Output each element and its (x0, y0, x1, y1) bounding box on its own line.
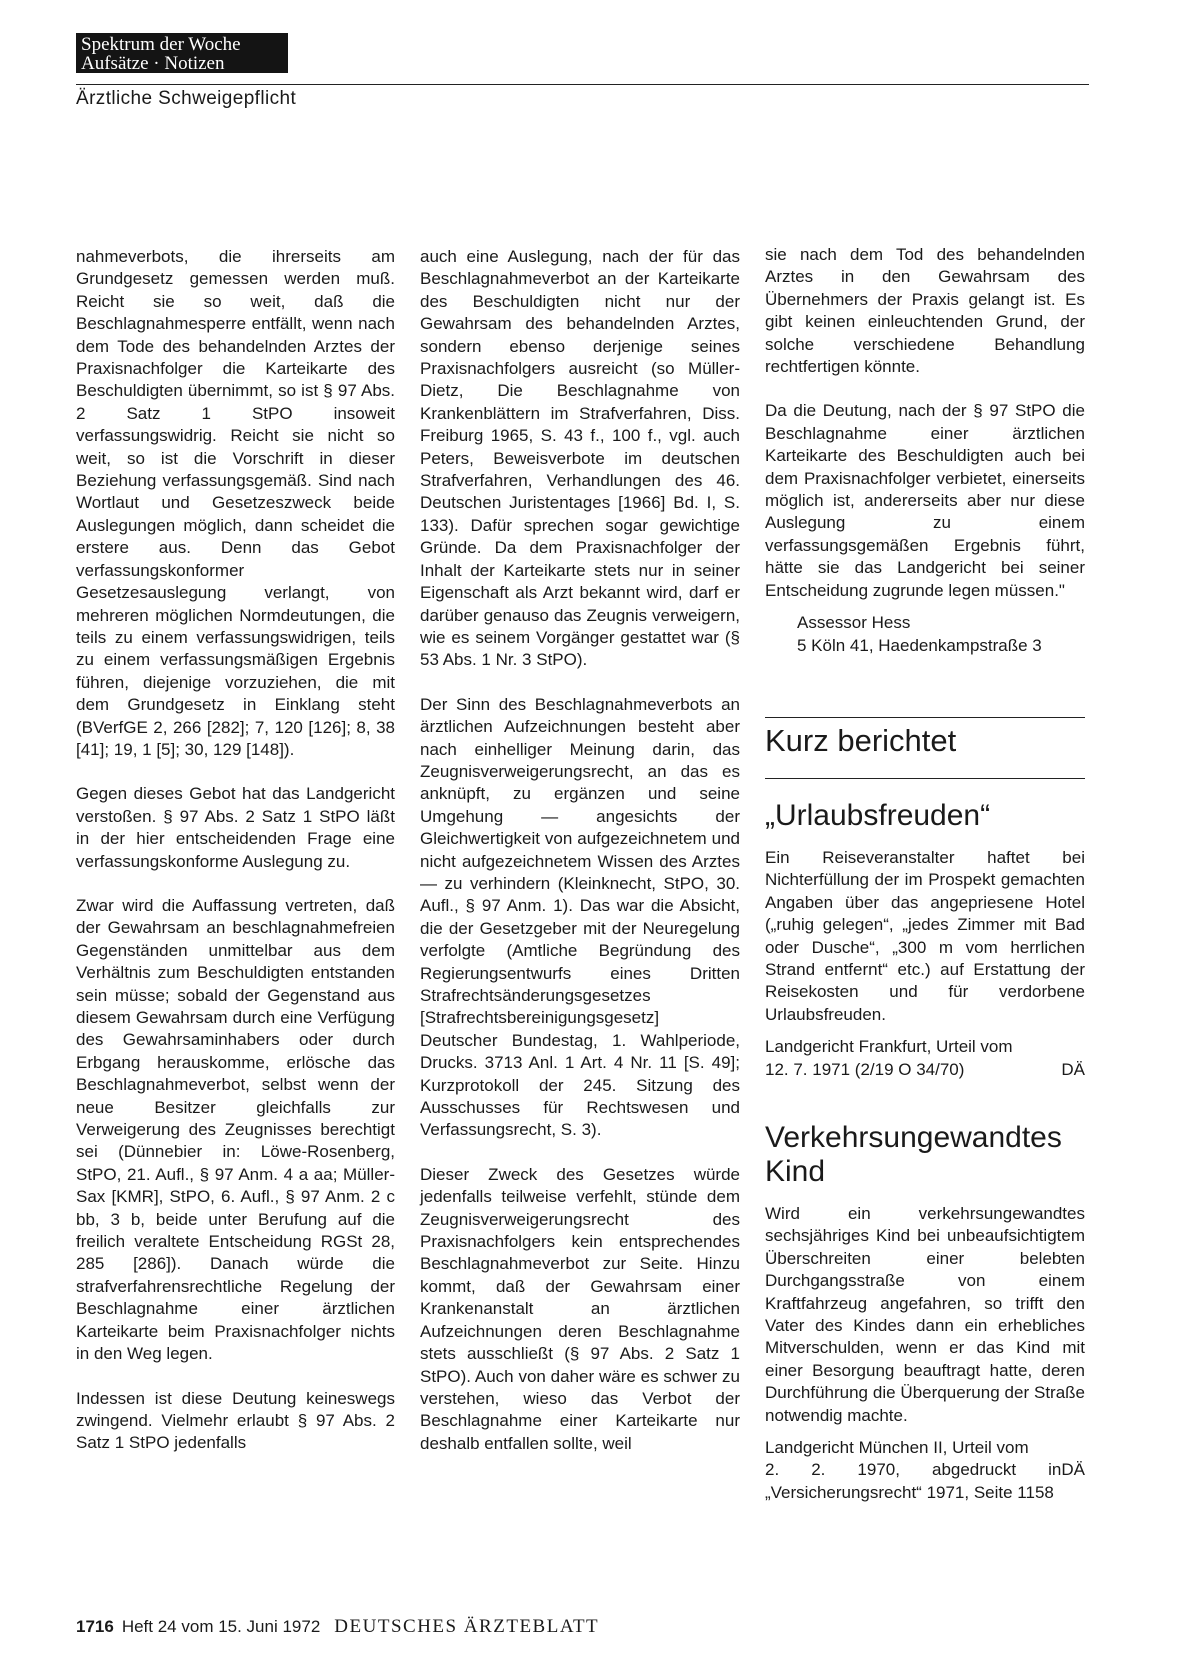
author-name: Assessor Hess (797, 613, 911, 633)
column-2 (420, 246, 740, 1477)
citation-line: Landgericht Frankfurt, Urteil vom (765, 1037, 1013, 1057)
author-address: 5 Köln 41, Haedenkampstraße 3 (797, 635, 1042, 655)
citation-line: Landgericht München II, Urteil vom (765, 1438, 1029, 1458)
citation-line: 12. 7. 1971 (2/19 O 34/70) (765, 1059, 965, 1079)
paragraph: nahmeverbots, die ihrerseits am Grundgesetz gemessen werden muß. Reicht sie so weit, daß die Beschlagnahmesperre entfällt, wenn nach dem Tode des behandelnden Arztes der Praxisnachfolger die Karteikarte des Beschuldigten übernimmt, so ist § 97 Abs. 2 Satz 1 StPO insoweit verfassungswidrig. Reicht sie nicht so weit, so ist die Vorschrift in dieser Beziehung verfassungsgemäß. Sind nach Wortlaut und Gesetzeszweck beide Auslegungen möglich, dann scheidet die erstere aus. Denn das Gebot verfassungskonformer Gesetzesauslegung verlangt, von mehreren möglichen Normdeutungen, die teils zu einem verfassungswidrigen, teils zu einem verfassungsmäßigen Ergebnis führen, diejenige vorzuziehen, die mit dem Grundgesetz in Einklang steht (BVerfGE 2, 266 [282]; 7, 120 [126]; 8, 38 [41]; 19, 1 [5]; 30, 129 [148]). (76, 247, 395, 759)
paragraph: Da die Deutung, nach der § 97 StPO die Beschlagnahme einer ärztlichen Karteikarte des Beschuldigten auch bei dem Praxisnachfolger verbietet, einerseits möglich ist, andererseits aber nur diese Auslegung zu einem verfassungsgemäßen Ergebnis führt, hätte sie das Landgericht bei seiner Entscheidung zugrunde legen müssen." (765, 401, 1085, 600)
issue-info: Heft 24 vom 15. Juni 1972 (121, 1617, 321, 1636)
story-body: Ein Reiseveranstalter haftet bei Nichterfüllung der im Prospekt gemachten Angaben über das angepriesene Hotel („ruhig gelegen“, „jedes Zimmer mit Bad oder Dusche“, „300 m vom herrlichen Strand entfernt“ etc.) auf Erstattung der Reisekosten und für verdorbene Urlaubsfreuden. (765, 847, 1085, 1024)
paragraph: auch eine Auslegung, nach der für das Beschlagnahmeverbot an der Karteikarte des Beschuldigten nicht nur der Gewahrsam des behandelnden Arztes, sondern ebenso derjenige seines Praxisnachfolgers ausreicht (so Müller-Dietz, Die Beschlagnahme von Krankenblättern im Strafverfahren, Diss. Freiburg 1965, S. 43 f., 100 f., vgl. auch Peters, Beweisverbote im deutschen Strafverfahren, Verhandlungen des 46. Deutschen Juristentages [1966] Bd. I, S. 133). Dafür sprechen sogar gewichtige Gründe. Da dem Praxisnachfolger der Inhalt der Karteikarte stets nur in seiner Eigenschaft als Arzt bekannt wird, darf er darüber genauso das Zeugnis verweigern, wie es seinem Vorgänger gestattet war (§ 53 Abs. 1 Nr. 3 StPO). (420, 247, 740, 670)
section-divider (765, 778, 1085, 779)
header-rule (76, 84, 1089, 85)
story-title: „Urlaubsfreuden“ (765, 798, 991, 832)
column-1 (76, 246, 395, 1477)
author-signature (765, 612, 1085, 657)
story-citation (765, 1437, 1085, 1504)
story-title: Verkehrsungewandtes Kind (765, 1120, 1062, 1188)
paragraph: Der Sinn des Beschlagnahmeverbots an ärztlichen Aufzeichnungen besteht aber nach einhelliger Meinung darin, das Zeugnisverweigerungsrecht, an das es anknüpft, zu ergänzen und seine Umgehung — angesichts der Gleichwertigkeit von aufgezeichnetem und nicht aufgezeichnetem Wissen des Arztes — zu verhindern (Kleinknecht, StPO, 30. Aufl., § 97 Anm. 1). Das war die Absicht, die der Gesetzgeber mit der Neuregelung verfolgte (Amtliche Begründung des Regierungsentwurfs eines Dritten Strafrechtsänderungsgesetzes [Strafrechtsbereinigungsgesetz] Deutscher Bundestag, 1. Wahlperiode, Drucks. 3713 Anl. 1 Art. 4 Nr. 11 [S. 49]; Kurzprotokoll der 245. Sitzung des Ausschusses für Rechtswesen und Verfassungsrecht, S. 3). (420, 694, 740, 1140)
citation-row (765, 1059, 1085, 1081)
section-divider (765, 717, 1085, 718)
section-title: Ärztliche Schweigepflicht (76, 88, 297, 109)
journal-name: DEUTSCHES ÄRZTEBLATT (334, 1616, 600, 1637)
badge-line-1: Spektrum der Woche (81, 34, 241, 55)
story-author: DÄ (1061, 1059, 1085, 1079)
citation-row (765, 1459, 1085, 1504)
paragraph: Gegen dieses Gebot hat das Landgericht verstoßen. § 97 Abs. 2 Satz 1 StPO läßt in der hier entscheidenden Frage eine verfassungskonforme Auslegung zu. (76, 784, 395, 871)
paragraph: Zwar wird die Auffassung vertreten, daß der Gewahrsam an beschlagnahmefreien Gegenständen unmittelbar aus dem Verhältnis zum Beschuldigten entstanden sein müsse; sobald der Gegenstand aus diesem Gewahrsam durch eine Verfügung des Gewahrsaminhabers oder durch Erbgang herauskomme, erlösche das Beschlagnahmeverbot, selbst wenn der neue Besitzer gleichfalls zur Verweigerung des Zeugnisses berechtigt sei (Dünnebier in: Löwe-Rosenberg, StPO, 21. Aufl., § 97 Anm. 4 a aa; Müller-Sax [KMR], StPO, 6. Aufl., § 97 Anm. 2 c bb, 3 b, beide unter Berufung auf die freilich veraltete Entscheidung RGSt 28, 285 [286]). Danach würde die strafverfahrensrechtliche Regelung der Beschlagnahme einer ärztlichen Karteikarte beim Praxisnachfolger nichts in den Weg legen. (76, 895, 395, 1364)
page-number: 1716 (76, 1617, 114, 1636)
story-body: Wird ein verkehrsungewandtes sechsjähriges Kind bei unbeaufsichtigtem Überschreiten einer belebten Durchgangsstraße von einem Kraftfahrzeug angefahren, so trifft den Vater des Kindes dann ein erhebliches Mitverschulden, wenn er das Kind mit einer Besorgung beauftragt hatte, deren Durchführung die Überquerung der Straße notwendig machte. (765, 1203, 1085, 1425)
column-3 (765, 244, 1085, 1504)
badge-line-2: Aufsätze · Notizen (81, 53, 225, 74)
section-heading: Kurz berichtet (765, 722, 957, 758)
story-citation (765, 1036, 1085, 1081)
citation-line: 2. 2. 1970, abgedruckt in „Versicherungsrecht“ 1971, Seite 1158 (765, 1460, 1062, 1502)
section-badge (76, 33, 288, 73)
paragraph: Dieser Zweck des Gesetzes würde jedenfalls teilweise verfehlt, stünde dem Zeugnisverweigerungsrecht des Praxisnachfolgers kein entsprechendes Beschlagnahmeverbot zur Seite. Hinzu kommt, daß der Gewahrsam einer Krankenanstalt an ärztlichen Aufzeichnungen deren Beschlagnahme stets ausschließt (§ 97 Abs. 2 Satz 1 StPO). Auch von daher wäre es schwer zu verstehen, wieso das Verbot der Beschlagnahme einer Karteikarte nur deshalb entfallen sollte, weil (420, 1164, 740, 1453)
page-footer (76, 1616, 599, 1638)
paragraph: Indessen ist diese Deutung keineswegs zwingend. Vielmehr erlaubt § 97 Abs. 2 Satz 1 StPO jedenfalls (76, 1388, 395, 1453)
paragraph: sie nach dem Tod des behandelnden Arztes in den Gewahrsam des Übernehmers der Praxis gelangt ist. Es gibt keinen einleuchtenden Grund, der solche verschiedene Behandlung rechtfertigen könnte. (765, 245, 1085, 377)
story-author: DÄ (1061, 1460, 1085, 1480)
